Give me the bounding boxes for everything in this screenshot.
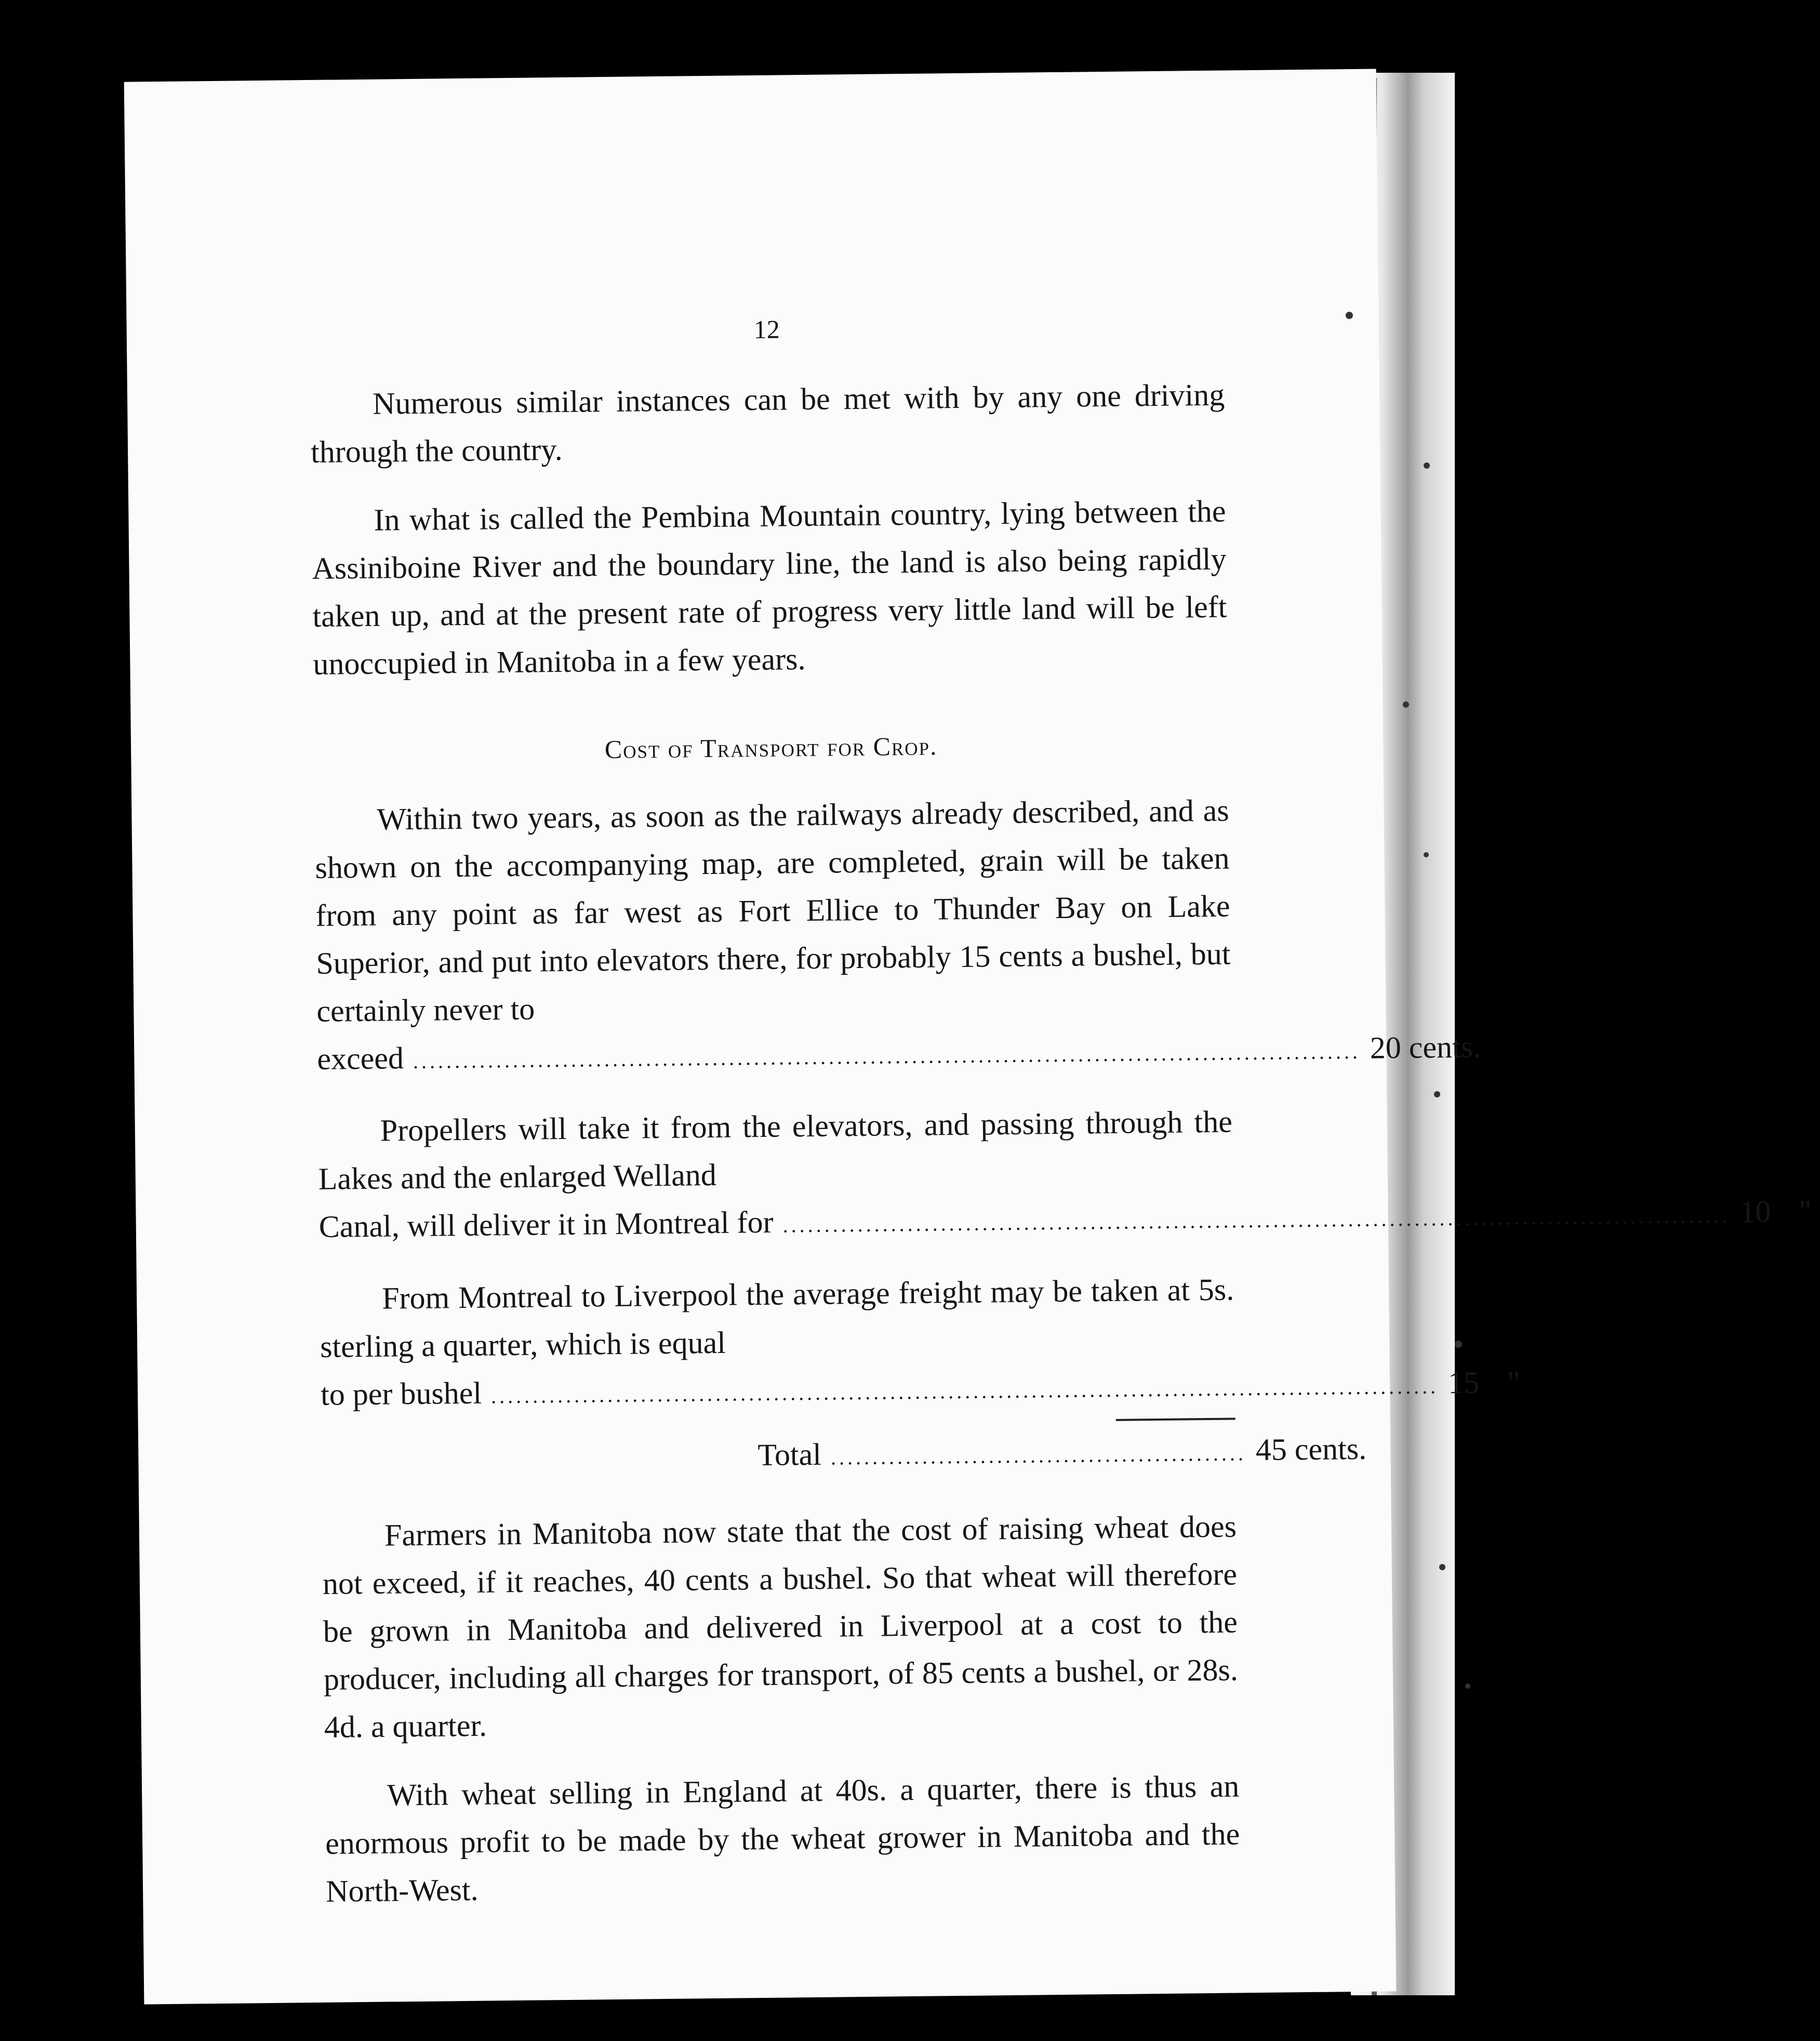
cost-item	[317, 1097, 1812, 1254]
text-block	[308, 162, 1812, 1936]
scan-speck	[1465, 1684, 1470, 1689]
section-heading: Cost of Transport for Crop.	[604, 731, 938, 764]
cost-item-amount	[1448, 1358, 1520, 1407]
paragraph: Numerous similar instances can be met with by any one driving through the country.	[310, 377, 1225, 469]
total-line	[321, 1426, 1367, 1487]
scan-speck	[1434, 1091, 1440, 1097]
amount-value: 15	[1447, 1365, 1480, 1400]
cost-item-text: Within two years, as soon as the railways already described, and as shown on the accompanying map, are completed, grain will be taken from any point as far west as Fort Ellice to Thunder Bay on Lake Superior, and put into elevators there, for probably 15 cents a bushel, but certainly never to	[315, 793, 1231, 1028]
cost-item-leader-line	[317, 1026, 1481, 1086]
paragraph: In what is called the Pembina Mountain country, lying between the Assiniboine River and the boundary line, the land is also being rapidly taken up, and at the present rate of progress very little land will be left unoccupied in Manitoba in a few years.	[312, 494, 1227, 681]
ditto-mark: "	[1799, 1194, 1812, 1229]
cost-item-amount	[1370, 1023, 1481, 1071]
book-page	[124, 69, 1812, 2004]
total-amount: 45 cents.	[1255, 1431, 1367, 1467]
cost-item-last-line: to per bushel	[320, 1375, 482, 1412]
cost-item-last-line: exceed	[317, 1041, 404, 1076]
cost-item	[314, 787, 1481, 1086]
scan-speck	[1424, 852, 1429, 857]
cost-item-leader-line	[318, 1193, 1812, 1254]
scan-speck	[1346, 312, 1353, 319]
cost-item	[320, 1265, 1520, 1422]
paragraph: With wheat selling in England at 40s. a quarter, there is thus an enormous profit to be made by the wheat grower in Manitoba and the North-West.	[325, 1769, 1240, 1909]
amount-value: 10	[1739, 1194, 1771, 1229]
dot-leader: ..................................................	[830, 1441, 1247, 1469]
scan-speck	[1455, 1341, 1462, 1348]
cost-item-text: From Montreal to Liverpool the average freight may be taken at 5s. sterling a quarter, which is equal	[320, 1272, 1234, 1364]
scan-speck	[1439, 1564, 1445, 1570]
cost-item-text: Propellers will take it from the elevators, and passing through the Lakes and the enlarged Welland	[318, 1104, 1233, 1196]
scan-speck	[1424, 462, 1430, 469]
dot-leader: ..................................................................................................................	[413, 1039, 1361, 1073]
dot-leader: ..................................................................................................................	[782, 1203, 1731, 1237]
total-rule	[1116, 1417, 1236, 1421]
dot-leader: ..................................................................................................................	[490, 1374, 1439, 1408]
total-label: Total	[758, 1437, 822, 1473]
paragraph: Farmers in Manitoba now state that the cost of raising wheat does not exceed, if it reaches, 40 cents a bushel. So that wheat will therefore be grown in Manitoba and delivered in Liverpool at a cost to the producer, including all charges for transport, of 85 cents a bushel, or 28s. 4d. a quarter.	[322, 1509, 1239, 1744]
ditto-mark: "	[1507, 1364, 1520, 1399]
page-number: 12	[753, 314, 780, 344]
amount-value: 20 cents.	[1370, 1029, 1481, 1065]
scan-speck	[1403, 701, 1409, 708]
cost-item-last-line: Canal, will deliver it in Montreal for	[318, 1204, 774, 1244]
cost-item-leader-line	[320, 1361, 1520, 1422]
cost-item-amount	[1739, 1187, 1812, 1236]
